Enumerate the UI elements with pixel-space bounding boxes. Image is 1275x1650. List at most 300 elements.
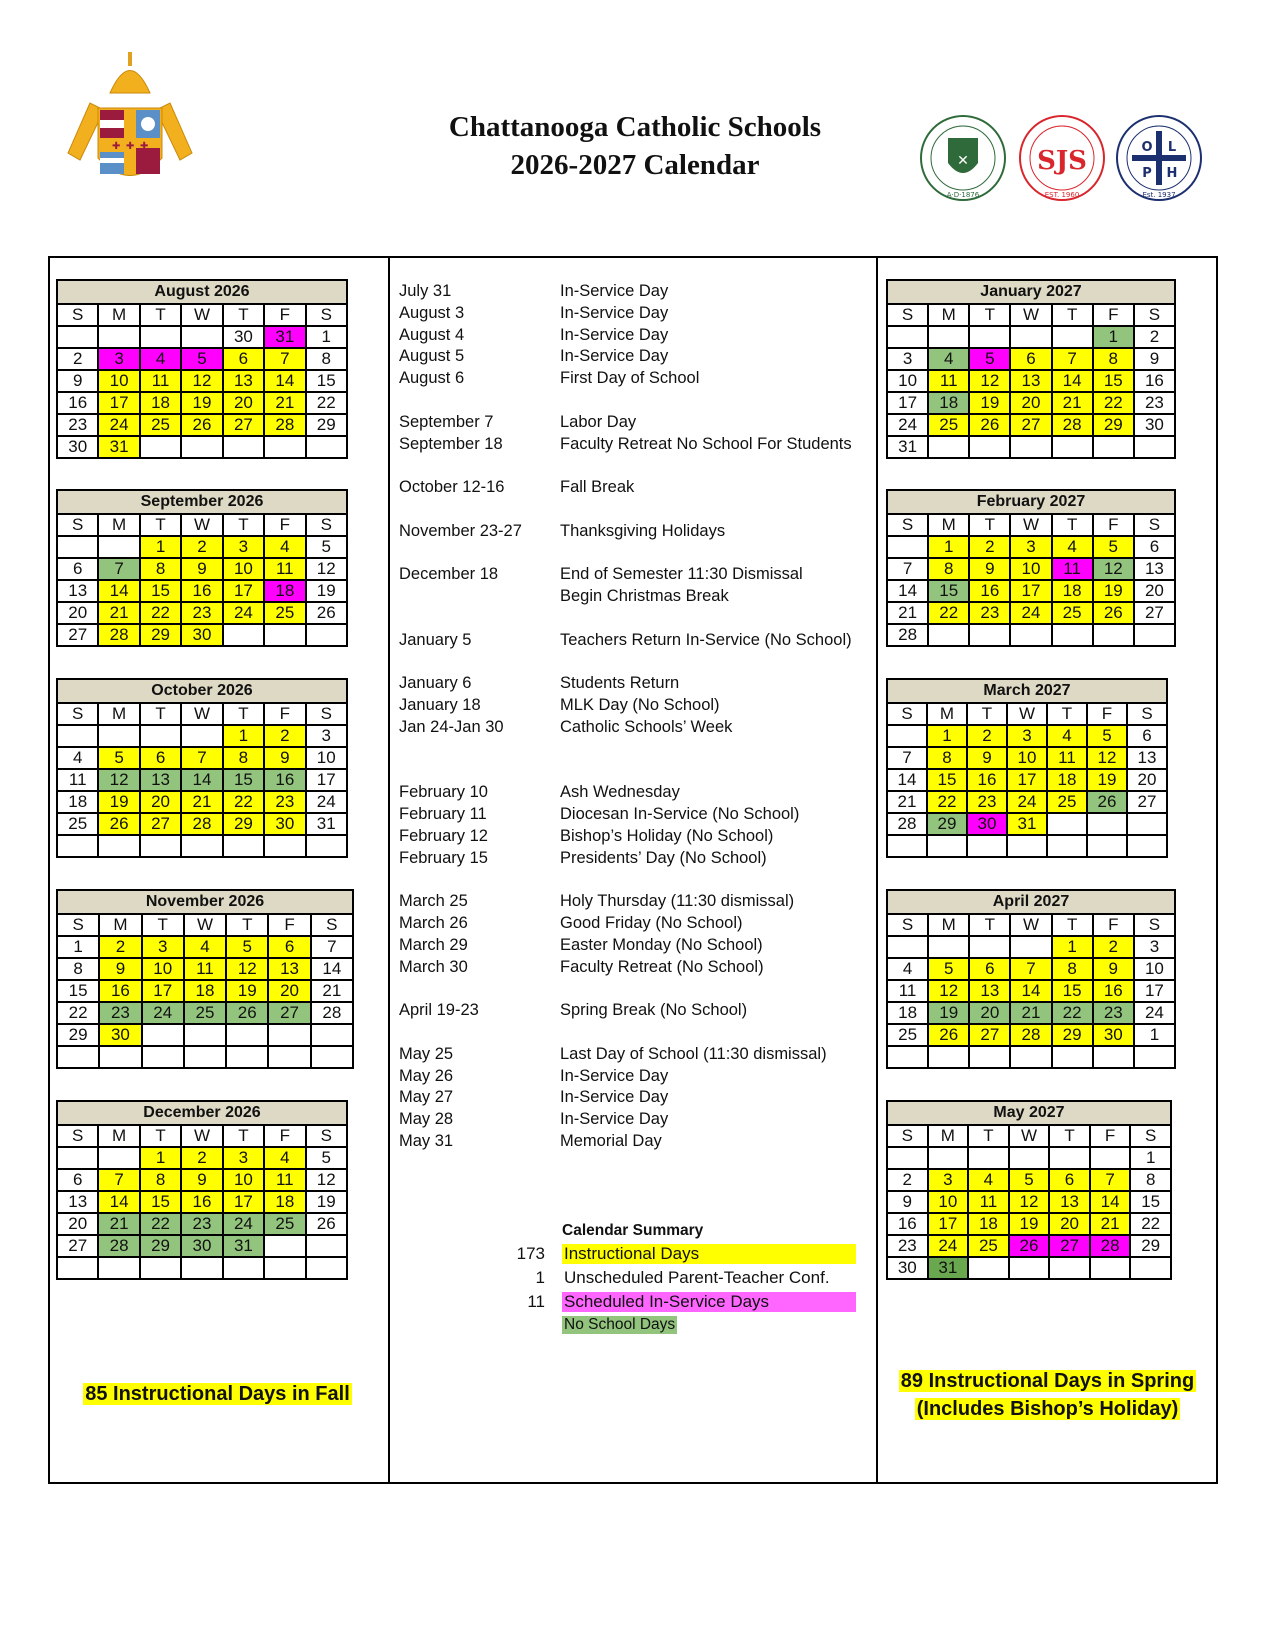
empty-day-cell bbox=[1049, 1257, 1090, 1279]
empty-day-cell bbox=[1052, 1046, 1093, 1068]
empty-day-cell bbox=[306, 835, 347, 857]
weekday-header: S bbox=[57, 914, 99, 936]
column-divider-right bbox=[876, 256, 878, 1484]
event-date: August 6 bbox=[399, 369, 465, 388]
svg-text:O: O bbox=[1141, 140, 1153, 155]
day-cell: 16 bbox=[57, 392, 98, 414]
day-cell: 10 bbox=[223, 1169, 264, 1191]
day-cell: 1 bbox=[927, 725, 967, 747]
day-cell: 19 bbox=[928, 1002, 969, 1024]
weekday-header: W bbox=[1007, 703, 1047, 725]
day-cell: 25 bbox=[1052, 602, 1093, 624]
empty-day-cell bbox=[57, 326, 98, 348]
day-cell: 3 bbox=[306, 725, 347, 747]
day-cell: 27 bbox=[969, 1024, 1010, 1046]
weekday-header: F bbox=[264, 304, 305, 326]
event-description: Catholic Schools’ Week bbox=[560, 717, 733, 736]
day-cell: 23 bbox=[1134, 392, 1175, 414]
day-cell: 28 bbox=[311, 1002, 353, 1024]
day-cell: 14 bbox=[98, 1191, 139, 1213]
sjs-seal-logo bbox=[1017, 113, 1107, 203]
day-cell: 23 bbox=[99, 1002, 141, 1024]
weekday-header: M bbox=[98, 1125, 139, 1147]
day-cell: 26 bbox=[98, 813, 139, 835]
day-cell: 5 bbox=[969, 348, 1010, 370]
day-cell: 13 bbox=[268, 958, 310, 980]
day-cell: 28 bbox=[264, 414, 305, 436]
day-cell: 25 bbox=[264, 1213, 305, 1235]
day-cell: 16 bbox=[1093, 980, 1134, 1002]
event-description: End of Semester 11:30 Dismissal bbox=[560, 565, 803, 584]
day-cell: 7 bbox=[887, 747, 927, 769]
day-cell: 24 bbox=[142, 1002, 184, 1024]
weekday-header: S bbox=[57, 703, 98, 725]
weekday-header: M bbox=[99, 914, 141, 936]
event-date: July 31 bbox=[399, 282, 452, 300]
day-cell: 15 bbox=[928, 580, 969, 602]
spring-days-text: 89 Instructional Days in Spring bbox=[900, 1370, 1195, 1392]
day-cell: 10 bbox=[928, 1191, 969, 1213]
day-cell: 23 bbox=[967, 791, 1007, 813]
day-cell: 30 bbox=[1134, 414, 1175, 436]
day-cell: 26 bbox=[969, 414, 1010, 436]
day-cell: 10 bbox=[223, 558, 264, 580]
day-cell: 27 bbox=[57, 1235, 98, 1257]
month-title: September 2026 bbox=[57, 490, 347, 514]
day-cell: 6 bbox=[1010, 348, 1051, 370]
day-cell: 12 bbox=[226, 958, 268, 980]
svg-text:✕: ✕ bbox=[957, 153, 969, 169]
day-cell: 12 bbox=[1009, 1191, 1050, 1213]
empty-day-cell bbox=[223, 624, 264, 646]
day-cell: 28 bbox=[887, 813, 927, 835]
day-cell: 14 bbox=[1090, 1191, 1131, 1213]
day-cell: 20 bbox=[223, 392, 264, 414]
day-cell: 13 bbox=[1049, 1191, 1090, 1213]
day-cell: 26 bbox=[1087, 791, 1127, 813]
empty-day-cell bbox=[1127, 835, 1167, 857]
day-cell: 9 bbox=[969, 558, 1010, 580]
empty-day-cell bbox=[98, 725, 139, 747]
weekday-header: T bbox=[1052, 304, 1093, 326]
month-title: February 2027 bbox=[887, 490, 1175, 514]
day-cell: 1 bbox=[1052, 936, 1093, 958]
day-cell: 9 bbox=[967, 747, 1007, 769]
day-cell: 8 bbox=[1093, 348, 1134, 370]
weekday-header: F bbox=[1093, 914, 1134, 936]
weekday-header: T bbox=[142, 914, 184, 936]
weekday-header: T bbox=[967, 703, 1007, 725]
day-cell: 24 bbox=[1134, 1002, 1175, 1024]
day-cell: 20 bbox=[1049, 1213, 1090, 1235]
day-cell: 23 bbox=[887, 1235, 928, 1257]
event-description: Teachers Return In-Service (No School) bbox=[560, 630, 852, 649]
day-cell: 9 bbox=[1134, 348, 1175, 370]
day-cell: 8 bbox=[140, 558, 181, 580]
day-cell: 15 bbox=[223, 769, 264, 791]
summary-heading: Calendar Summary bbox=[562, 1222, 704, 1239]
day-cell: 4 bbox=[928, 348, 969, 370]
day-cell: 26 bbox=[306, 602, 347, 624]
day-cell: 4 bbox=[1047, 725, 1087, 747]
day-cell: 28 bbox=[887, 624, 928, 646]
day-cell: 25 bbox=[1047, 791, 1087, 813]
weekday-header: S bbox=[1134, 914, 1175, 936]
day-cell: 21 bbox=[1090, 1213, 1131, 1235]
day-cell: 5 bbox=[1093, 536, 1134, 558]
day-cell: 27 bbox=[223, 414, 264, 436]
weekday-header: S bbox=[887, 914, 928, 936]
day-cell: 28 bbox=[98, 624, 139, 646]
day-cell: 31 bbox=[223, 1235, 264, 1257]
month-title: May 2027 bbox=[887, 1101, 1171, 1125]
day-cell: 9 bbox=[57, 370, 98, 392]
empty-day-cell bbox=[969, 936, 1010, 958]
event-description: In-Service Day bbox=[560, 1088, 669, 1107]
day-cell: 13 bbox=[140, 769, 181, 791]
event-date: March 30 bbox=[399, 957, 468, 976]
event-date: April 19-23 bbox=[399, 1001, 479, 1020]
day-cell: 28 bbox=[1010, 1024, 1051, 1046]
day-cell: 7 bbox=[1090, 1169, 1131, 1191]
day-cell: 1 bbox=[223, 725, 264, 747]
day-cell: 5 bbox=[1087, 725, 1127, 747]
empty-day-cell bbox=[1052, 436, 1093, 458]
day-cell: 14 bbox=[1010, 980, 1051, 1002]
day-cell: 14 bbox=[887, 769, 927, 791]
empty-day-cell bbox=[264, 624, 305, 646]
day-cell: 11 bbox=[184, 958, 226, 980]
weekday-header: F bbox=[264, 1125, 305, 1147]
month-calendar bbox=[56, 1100, 348, 1280]
day-cell: 16 bbox=[181, 580, 222, 602]
weekday-header: W bbox=[181, 304, 222, 326]
empty-day-cell bbox=[887, 1147, 928, 1169]
event-description: Good Friday (No School) bbox=[560, 914, 743, 933]
day-cell: 24 bbox=[928, 1235, 969, 1257]
day-cell: 30 bbox=[99, 1024, 141, 1046]
day-cell: 15 bbox=[140, 580, 181, 602]
day-cell: 13 bbox=[969, 980, 1010, 1002]
day-cell: 12 bbox=[1087, 747, 1127, 769]
day-cell: 9 bbox=[99, 958, 141, 980]
day-cell: 18 bbox=[968, 1213, 1009, 1235]
empty-day-cell bbox=[1009, 1147, 1050, 1169]
empty-day-cell bbox=[1049, 1147, 1090, 1169]
event-date: November 23-27 bbox=[399, 521, 522, 540]
day-cell: 8 bbox=[306, 348, 347, 370]
day-cell: 25 bbox=[57, 813, 98, 835]
svg-text:SJS: SJS bbox=[1037, 146, 1087, 176]
day-cell: 7 bbox=[264, 348, 305, 370]
month-calendar bbox=[56, 489, 348, 647]
empty-day-cell bbox=[181, 725, 222, 747]
day-cell: 26 bbox=[1009, 1235, 1050, 1257]
day-cell: 23 bbox=[969, 602, 1010, 624]
day-cell: 27 bbox=[1010, 414, 1051, 436]
day-cell: 18 bbox=[1052, 580, 1093, 602]
day-cell: 19 bbox=[1093, 580, 1134, 602]
day-cell: 6 bbox=[57, 558, 98, 580]
event-description: Faculty Retreat No School For Students bbox=[560, 434, 852, 453]
day-cell: 9 bbox=[181, 1169, 222, 1191]
day-cell: 12 bbox=[969, 370, 1010, 392]
day-cell: 3 bbox=[98, 348, 139, 370]
day-cell: 8 bbox=[140, 1169, 181, 1191]
empty-day-cell bbox=[1052, 326, 1093, 348]
weekday-header: F bbox=[1087, 703, 1127, 725]
event-description: Last Day of School (11:30 dismissal) bbox=[560, 1044, 827, 1063]
weekday-header: T bbox=[969, 304, 1010, 326]
day-cell: 5 bbox=[1009, 1169, 1050, 1191]
weekday-header: T bbox=[140, 703, 181, 725]
day-cell: 10 bbox=[98, 370, 139, 392]
summary-label: Scheduled In-Service Days bbox=[562, 1292, 856, 1312]
empty-day-cell bbox=[311, 1024, 353, 1046]
svg-text:Est. 1937: Est. 1937 bbox=[1142, 191, 1176, 199]
event-date: December 18 bbox=[399, 565, 499, 584]
event-description: In-Service Day bbox=[560, 347, 669, 366]
day-cell: 21 bbox=[98, 1213, 139, 1235]
day-cell: 16 bbox=[99, 980, 141, 1002]
weekday-header: W bbox=[1009, 1125, 1050, 1147]
day-cell: 24 bbox=[223, 1213, 264, 1235]
empty-day-cell bbox=[1010, 326, 1051, 348]
day-cell: 12 bbox=[1093, 558, 1134, 580]
empty-day-cell bbox=[1010, 1046, 1051, 1068]
empty-day-cell bbox=[306, 1235, 347, 1257]
empty-day-cell bbox=[887, 936, 928, 958]
day-cell: 17 bbox=[306, 769, 347, 791]
day-cell: 4 bbox=[968, 1169, 1009, 1191]
event-date: May 31 bbox=[399, 1132, 454, 1151]
empty-day-cell bbox=[306, 436, 347, 458]
day-cell: 5 bbox=[181, 348, 222, 370]
day-cell: 26 bbox=[928, 1024, 969, 1046]
day-cell: 21 bbox=[1052, 392, 1093, 414]
empty-day-cell bbox=[1087, 835, 1127, 857]
empty-day-cell bbox=[928, 326, 969, 348]
empty-day-cell bbox=[1009, 1257, 1050, 1279]
day-cell: 2 bbox=[969, 536, 1010, 558]
day-cell: 20 bbox=[1010, 392, 1051, 414]
event-date: January 6 bbox=[399, 674, 472, 693]
day-cell: 21 bbox=[887, 602, 928, 624]
day-cell: 22 bbox=[140, 602, 181, 624]
column-divider-left bbox=[388, 256, 390, 1484]
event-date: January 18 bbox=[399, 696, 481, 715]
day-cell: 8 bbox=[223, 747, 264, 769]
empty-day-cell bbox=[887, 725, 927, 747]
day-cell: 13 bbox=[1127, 747, 1167, 769]
weekday-header: S bbox=[887, 1125, 928, 1147]
weekday-header: W bbox=[1010, 914, 1051, 936]
day-cell: 30 bbox=[223, 326, 264, 348]
empty-day-cell bbox=[268, 1024, 310, 1046]
empty-day-cell bbox=[181, 436, 222, 458]
day-cell: 1 bbox=[1130, 1147, 1171, 1169]
empty-day-cell bbox=[1090, 1257, 1131, 1279]
weekday-header: S bbox=[57, 514, 98, 536]
day-cell: 26 bbox=[1093, 602, 1134, 624]
weekday-header: T bbox=[968, 1125, 1009, 1147]
summary-row bbox=[490, 1244, 870, 1266]
day-cell: 14 bbox=[98, 580, 139, 602]
day-cell: 24 bbox=[1010, 602, 1051, 624]
day-cell: 4 bbox=[140, 348, 181, 370]
weekday-header: S bbox=[887, 304, 928, 326]
day-cell: 16 bbox=[887, 1213, 928, 1235]
day-cell: 19 bbox=[969, 392, 1010, 414]
day-cell: 28 bbox=[1090, 1235, 1131, 1257]
day-cell: 3 bbox=[887, 348, 928, 370]
summary-label: Unscheduled Parent-Teacher Conf. bbox=[564, 1268, 830, 1287]
month-calendar bbox=[56, 678, 348, 858]
day-cell: 29 bbox=[1130, 1235, 1171, 1257]
weekday-header: F bbox=[264, 514, 305, 536]
day-cell: 2 bbox=[57, 348, 98, 370]
day-cell: 8 bbox=[927, 747, 967, 769]
day-cell: 3 bbox=[1134, 936, 1175, 958]
weekday-header: W bbox=[181, 514, 222, 536]
day-cell: 1 bbox=[140, 1147, 181, 1169]
weekday-header: S bbox=[57, 304, 98, 326]
empty-day-cell bbox=[99, 1046, 141, 1068]
weekday-header: T bbox=[223, 304, 264, 326]
svg-text:L: L bbox=[1167, 140, 1177, 155]
day-cell: 18 bbox=[140, 392, 181, 414]
empty-day-cell bbox=[140, 436, 181, 458]
day-cell: 1 bbox=[57, 936, 99, 958]
month-calendar bbox=[886, 889, 1176, 1069]
empty-day-cell bbox=[887, 1046, 928, 1068]
month-title: December 2026 bbox=[57, 1101, 347, 1125]
day-cell: 5 bbox=[226, 936, 268, 958]
weekday-header: M bbox=[928, 514, 969, 536]
day-cell: 27 bbox=[1127, 791, 1167, 813]
weekday-header: T bbox=[140, 304, 181, 326]
empty-day-cell bbox=[928, 624, 969, 646]
day-cell: 5 bbox=[98, 747, 139, 769]
empty-day-cell bbox=[264, 1257, 305, 1279]
weekday-header: W bbox=[184, 914, 226, 936]
day-cell: 12 bbox=[181, 370, 222, 392]
day-cell: 18 bbox=[1047, 769, 1087, 791]
event-date: May 26 bbox=[399, 1066, 454, 1085]
weekday-header: M bbox=[927, 703, 967, 725]
day-cell: 13 bbox=[1010, 370, 1051, 392]
empty-day-cell bbox=[184, 1046, 226, 1068]
day-cell: 7 bbox=[98, 1169, 139, 1191]
day-cell: 15 bbox=[1093, 370, 1134, 392]
empty-day-cell bbox=[226, 1046, 268, 1068]
day-cell: 18 bbox=[264, 580, 305, 602]
event-description: Diocesan In-Service (No School) bbox=[560, 805, 800, 824]
title-line-2: 2026-2027 Calendar bbox=[510, 149, 760, 181]
empty-day-cell bbox=[57, 1147, 98, 1169]
summary-row bbox=[490, 1268, 870, 1290]
empty-day-cell bbox=[1127, 813, 1167, 835]
day-cell: 18 bbox=[57, 791, 98, 813]
day-cell: 2 bbox=[1134, 326, 1175, 348]
day-cell: 1 bbox=[928, 536, 969, 558]
weekday-header: T bbox=[223, 1125, 264, 1147]
day-cell: 6 bbox=[57, 1169, 98, 1191]
day-cell: 10 bbox=[142, 958, 184, 980]
notre-dame-school-seal-logo bbox=[918, 113, 1008, 203]
empty-day-cell bbox=[57, 725, 98, 747]
event-description: In-Service Day bbox=[560, 303, 669, 322]
day-cell: 28 bbox=[98, 1235, 139, 1257]
summary-row bbox=[490, 1292, 870, 1314]
event-description: Presidents’ Day (No School) bbox=[560, 848, 767, 867]
month-title: November 2026 bbox=[57, 890, 353, 914]
day-cell: 23 bbox=[57, 414, 98, 436]
month-calendar bbox=[886, 678, 1168, 858]
weekday-header: S bbox=[1127, 703, 1167, 725]
day-cell: 2 bbox=[181, 536, 222, 558]
day-cell: 17 bbox=[1134, 980, 1175, 1002]
day-cell: 13 bbox=[57, 1191, 98, 1213]
day-cell: 6 bbox=[1134, 536, 1175, 558]
day-cell: 19 bbox=[306, 580, 347, 602]
weekday-header: W bbox=[1010, 514, 1051, 536]
day-cell: 30 bbox=[181, 1235, 222, 1257]
empty-day-cell bbox=[57, 835, 98, 857]
month-calendar bbox=[56, 889, 354, 1069]
day-cell: 8 bbox=[57, 958, 99, 980]
day-cell: 2 bbox=[967, 725, 1007, 747]
empty-day-cell bbox=[1090, 1147, 1131, 1169]
day-cell: 17 bbox=[928, 1213, 969, 1235]
day-cell: 29 bbox=[306, 414, 347, 436]
day-cell: 1 bbox=[306, 326, 347, 348]
empty-day-cell bbox=[1134, 1046, 1175, 1068]
month-calendar bbox=[886, 1100, 1172, 1280]
empty-day-cell bbox=[306, 1257, 347, 1279]
weekday-header: T bbox=[226, 914, 268, 936]
day-cell: 31 bbox=[98, 436, 139, 458]
day-cell: 12 bbox=[928, 980, 969, 1002]
empty-day-cell bbox=[57, 536, 98, 558]
fall-days-text: 85 Instructional Days in Fall bbox=[85, 1383, 350, 1405]
month-title: October 2026 bbox=[57, 679, 347, 703]
day-cell: 11 bbox=[887, 980, 928, 1002]
day-cell: 31 bbox=[1007, 813, 1047, 835]
empty-day-cell bbox=[181, 835, 222, 857]
summary-count: 11 bbox=[527, 1292, 545, 1311]
empty-day-cell bbox=[1010, 936, 1051, 958]
month-calendar bbox=[56, 279, 348, 459]
day-cell: 7 bbox=[181, 747, 222, 769]
weekday-header: M bbox=[928, 304, 969, 326]
event-description: In-Service Day bbox=[560, 325, 669, 344]
day-cell: 20 bbox=[969, 1002, 1010, 1024]
day-cell: 24 bbox=[306, 791, 347, 813]
event-description: Begin Christmas Break bbox=[560, 587, 729, 606]
day-cell: 29 bbox=[1052, 1024, 1093, 1046]
day-cell: 27 bbox=[57, 624, 98, 646]
empty-day-cell bbox=[1052, 624, 1093, 646]
empty-day-cell bbox=[264, 835, 305, 857]
event-description: Bishop’s Holiday (No School) bbox=[560, 826, 774, 845]
svg-text:✚: ✚ bbox=[140, 141, 149, 152]
empty-day-cell bbox=[969, 436, 1010, 458]
day-cell: 20 bbox=[57, 1213, 98, 1235]
day-cell: 15 bbox=[140, 1191, 181, 1213]
day-cell: 19 bbox=[1009, 1213, 1050, 1235]
day-cell: 3 bbox=[223, 536, 264, 558]
